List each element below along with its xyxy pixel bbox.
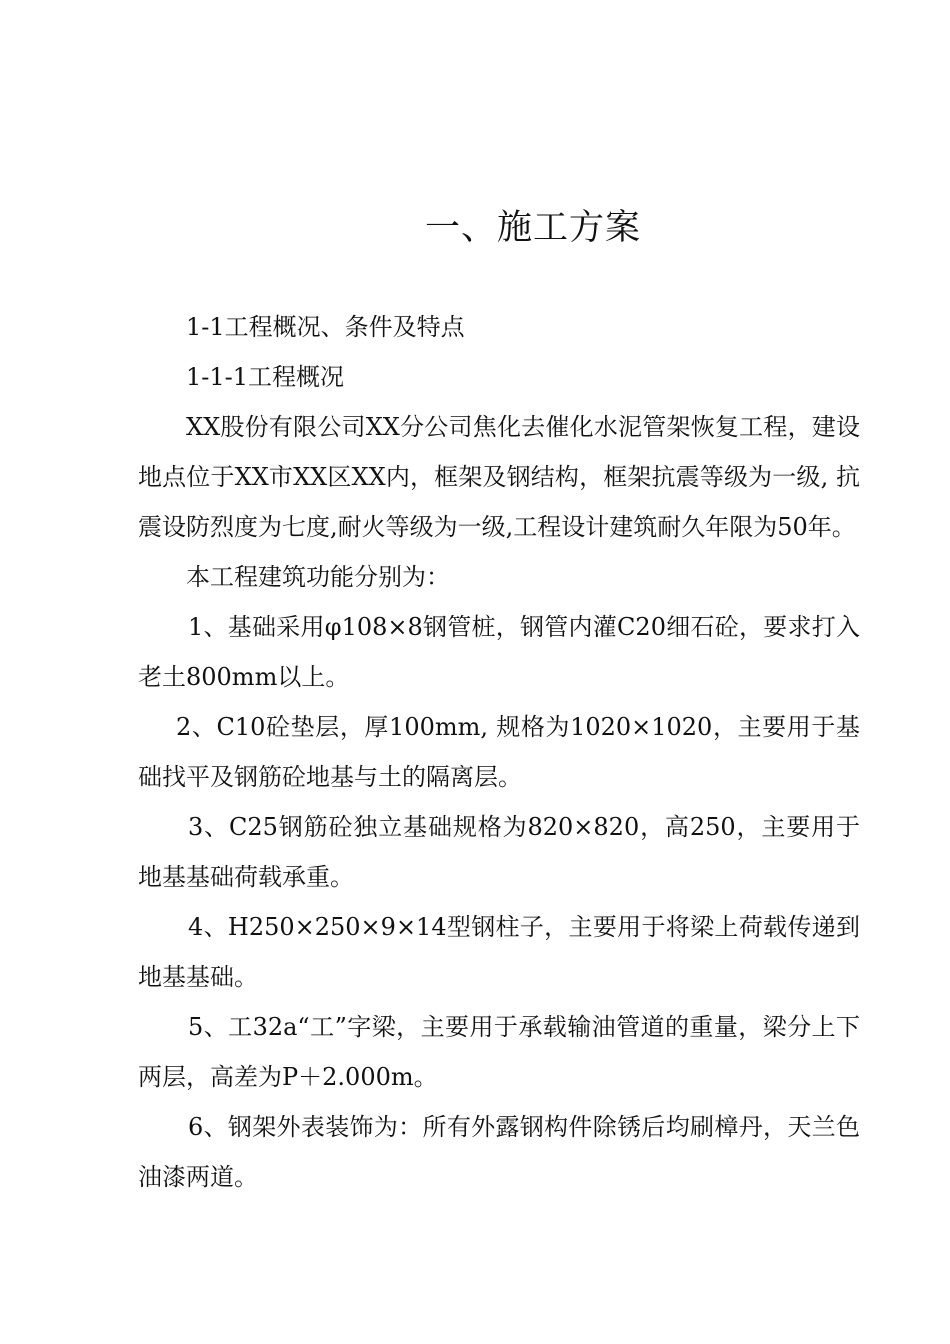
overview-paragraph: XX股份有限公司XX分公司焦化去催化水泥管架恢复工程，建设地点位于XX市XX区XX内，框架及钢结构，框架抗震等级为一级, 抗震设防烈度为七度,耐火等级为一级,工程设计建筑耐久年限为50年。 <box>138 413 860 541</box>
list-item-surface-finish: 6、钢架外表装饰为：所有外露钢构件除锈后均刷樟丹，天兰色油漆两道。 <box>138 1113 860 1191</box>
list-item-foundation-piles: 1、基础采用φ108×8钢管桩，钢管内灌C20细石砼，要求打入老土800mm以上。 <box>138 613 860 691</box>
list-item-steel-columns: 4、H250×250×9×14型钢柱子，主要用于将梁上荷载传递到地基基础。 <box>138 913 860 991</box>
document-body <box>138 302 860 1202</box>
list-item-i-beams: 5、工32a“工”字梁，主要用于承载输油管道的重量，梁分上下两层，高差为P＋2.000m。 <box>138 1013 860 1091</box>
list-item-cushion-layer: 2、C10砼垫层，厚100mm, 规格为1020×1020，主要用于基础找平及钢筋砼地基与土的隔离层。 <box>138 713 860 791</box>
document-title: 一、施工方案 <box>424 208 641 248</box>
section-heading: 1-1工程概况、条件及特点 <box>186 313 465 341</box>
list-item-independent-foundation: 3、C25钢筋砼独立基础规格为820×820，高250，主要用于地基基础荷载承重。 <box>138 813 860 891</box>
subsection-heading: 1-1-1工程概况 <box>186 363 345 391</box>
functions-intro: 本工程建筑功能分别为： <box>186 563 450 591</box>
